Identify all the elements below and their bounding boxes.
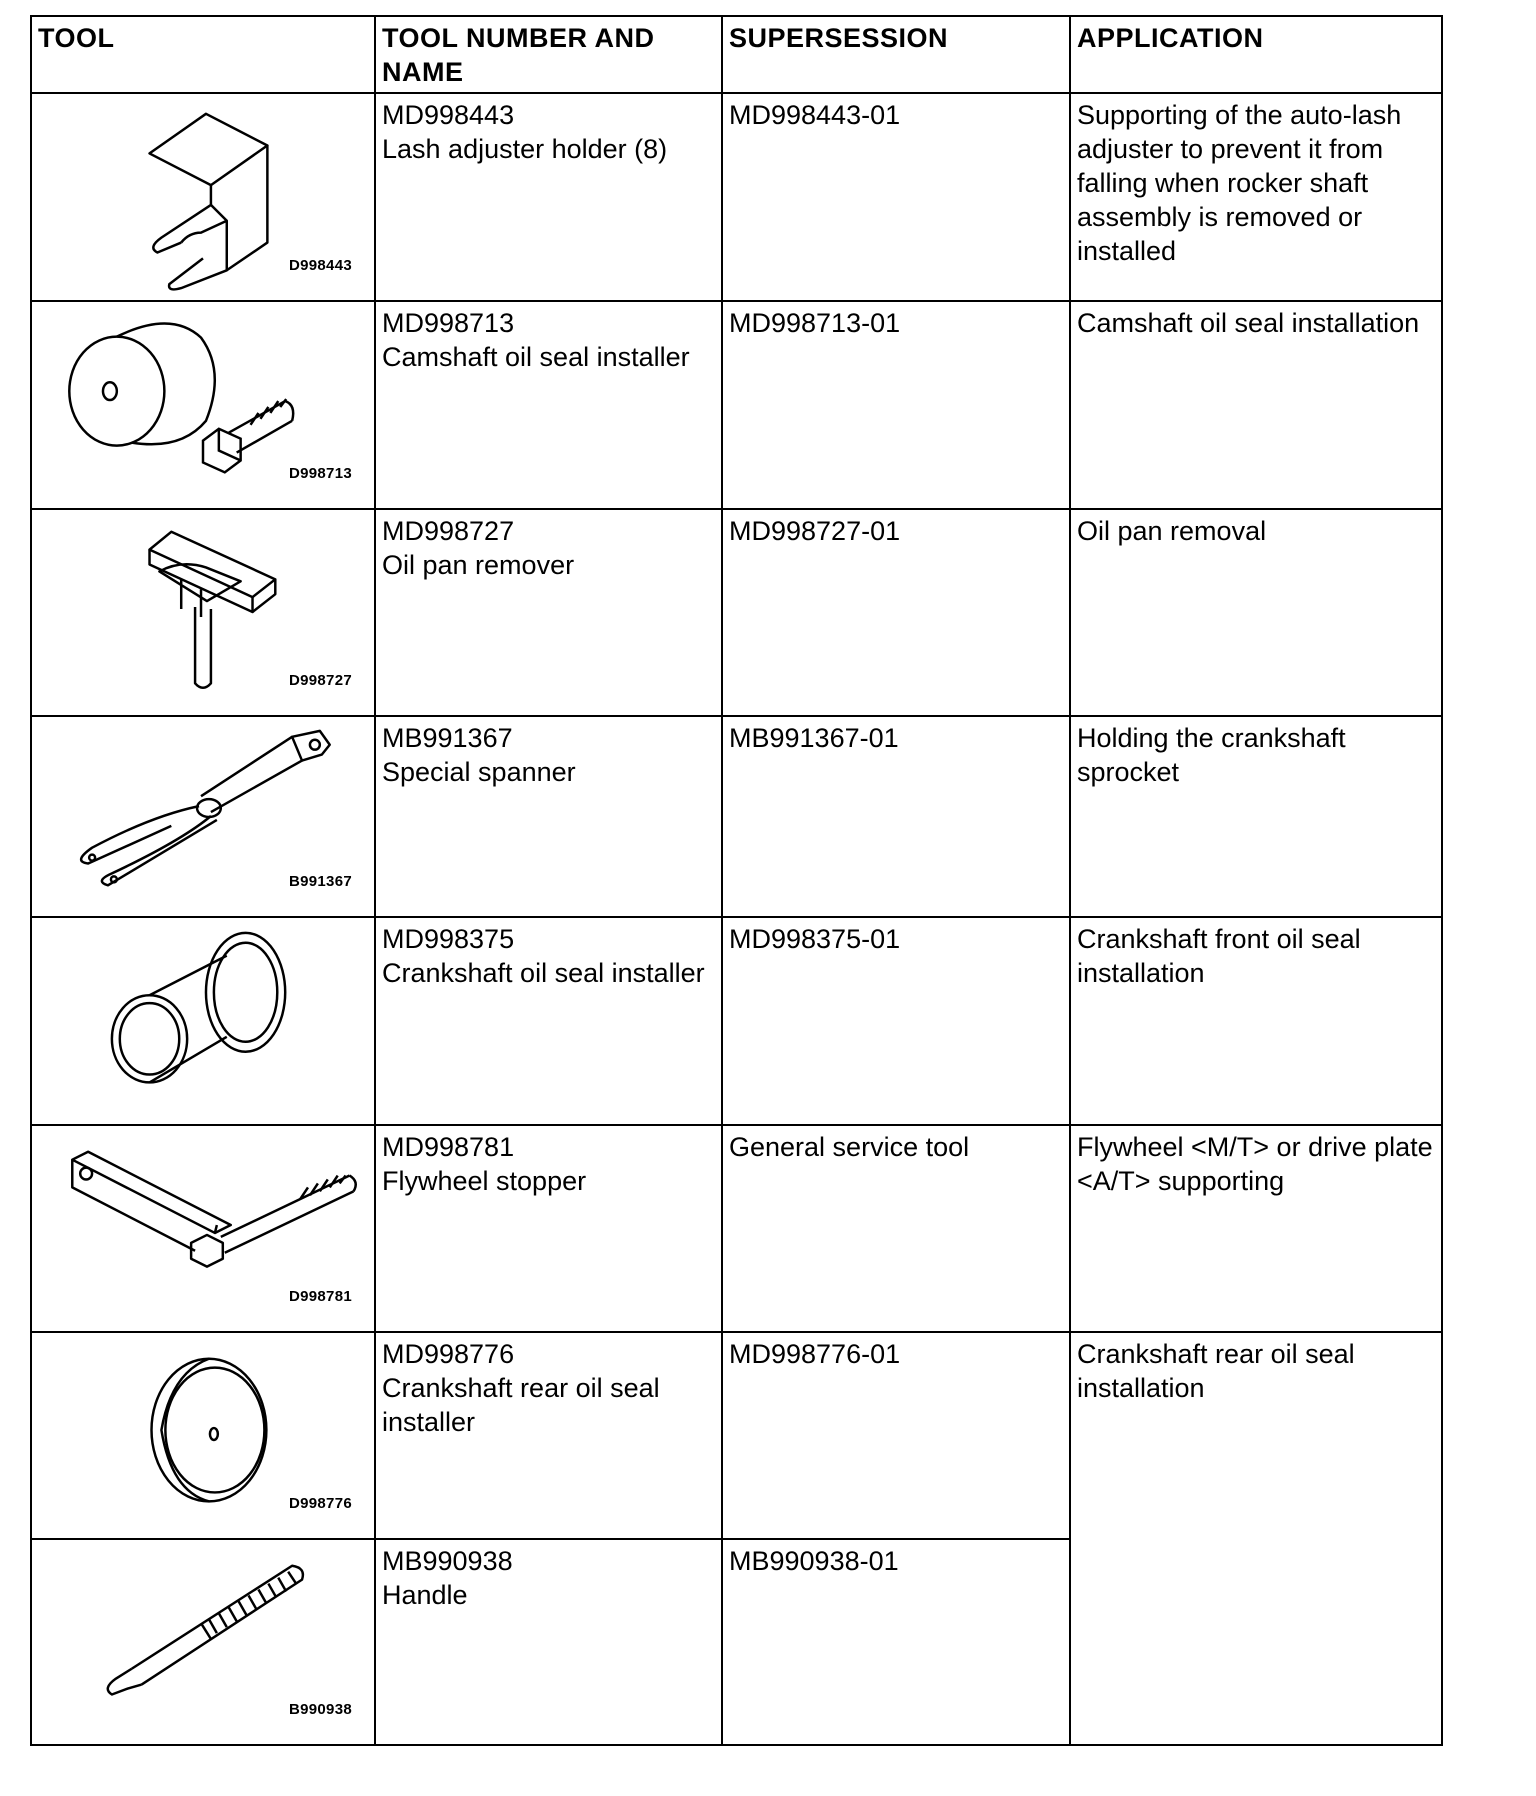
table-header-row bbox=[31, 16, 1442, 93]
tool-number: MD998713 bbox=[382, 308, 515, 338]
application-cell: Supporting of the auto-lash adjuster to prevent it from falling when rocker shaft assembly is removed or installed bbox=[1070, 93, 1442, 301]
tool-image-cell bbox=[31, 509, 375, 716]
table-row bbox=[31, 716, 1442, 917]
tool-name: Lash adjuster holder (8) bbox=[382, 134, 668, 164]
supersession-cell: MB990938-01 bbox=[722, 1539, 1070, 1745]
table-row bbox=[31, 1332, 1442, 1539]
table-row bbox=[31, 301, 1442, 509]
tool-number: MB991367 bbox=[382, 723, 513, 753]
tool-number: MD998776 bbox=[382, 1339, 515, 1369]
tool-number-name-cell bbox=[375, 1125, 722, 1332]
image-code: D998776 bbox=[289, 1495, 352, 1512]
supersession-cell: MD998443-01 bbox=[722, 93, 1070, 301]
crankshaft-seal-installer-icon bbox=[32, 918, 374, 1124]
tool-name: Crankshaft rear oil seal installer bbox=[382, 1373, 660, 1437]
tool-number-name-cell bbox=[375, 509, 722, 716]
image-code: D998443 bbox=[289, 257, 352, 274]
application-cell: Crankshaft rear oil seal installation bbox=[1070, 1332, 1442, 1745]
tool-number-name-cell bbox=[375, 1539, 722, 1745]
tool-name: Handle bbox=[382, 1580, 468, 1610]
tool-image-cell bbox=[31, 93, 375, 301]
tool-name: Oil pan remover bbox=[382, 550, 575, 580]
application-cell: Crankshaft front oil seal installation bbox=[1070, 917, 1442, 1125]
supersession-cell: General service tool bbox=[722, 1125, 1070, 1332]
tool-number: MD998375 bbox=[382, 924, 515, 954]
tool-number: MD998781 bbox=[382, 1132, 515, 1162]
image-code: B990938 bbox=[289, 1701, 352, 1718]
table-row bbox=[31, 509, 1442, 716]
tool-image-cell bbox=[31, 301, 375, 509]
table-row bbox=[31, 1125, 1442, 1332]
tool-name: Special spanner bbox=[382, 757, 576, 787]
header-application: APPLICATION bbox=[1070, 16, 1442, 93]
supersession-cell: MD998776-01 bbox=[722, 1332, 1070, 1539]
tool-number: MD998727 bbox=[382, 516, 515, 546]
tool-image-cell bbox=[31, 1332, 375, 1539]
tool-number-name-cell bbox=[375, 93, 722, 301]
tool-number: MD998443 bbox=[382, 100, 515, 130]
header-tool: TOOL bbox=[31, 16, 375, 93]
tool-image-cell bbox=[31, 1125, 375, 1332]
header-supersession: SUPERSESSION bbox=[722, 16, 1070, 93]
application-cell: Holding the crankshaft sprocket bbox=[1070, 716, 1442, 917]
image-code: B991367 bbox=[289, 873, 352, 890]
supersession-cell: MD998375-01 bbox=[722, 917, 1070, 1125]
table-row bbox=[31, 93, 1442, 301]
table-row bbox=[31, 917, 1442, 1125]
header-tool-number-name: TOOL NUMBER AND NAME bbox=[375, 16, 722, 93]
tool-image-cell bbox=[31, 917, 375, 1125]
tool-number-name-cell bbox=[375, 917, 722, 1125]
image-code: D998781 bbox=[289, 1288, 352, 1305]
tool-number-name-cell bbox=[375, 301, 722, 509]
tool-image-cell bbox=[31, 716, 375, 917]
supersession-cell: MD998727-01 bbox=[722, 509, 1070, 716]
tool-image-cell bbox=[31, 1539, 375, 1745]
supersession-cell: MD998713-01 bbox=[722, 301, 1070, 509]
special-tools-table bbox=[30, 15, 1443, 1746]
tool-number-name-cell bbox=[375, 1332, 722, 1539]
tool-name: Camshaft oil seal installer bbox=[382, 342, 690, 372]
application-cell: Camshaft oil seal installation bbox=[1070, 301, 1442, 509]
image-code: D998713 bbox=[289, 465, 352, 482]
supersession-cell: MB991367-01 bbox=[722, 716, 1070, 917]
application-cell: Oil pan removal bbox=[1070, 509, 1442, 716]
tool-number-name-cell bbox=[375, 716, 722, 917]
tool-name: Crankshaft oil seal installer bbox=[382, 958, 705, 988]
application-cell: Flywheel <M/T> or drive plate <A/T> supporting bbox=[1070, 1125, 1442, 1332]
tool-name: Flywheel stopper bbox=[382, 1166, 587, 1196]
tool-number: MB990938 bbox=[382, 1546, 513, 1576]
image-code: D998727 bbox=[289, 672, 352, 689]
